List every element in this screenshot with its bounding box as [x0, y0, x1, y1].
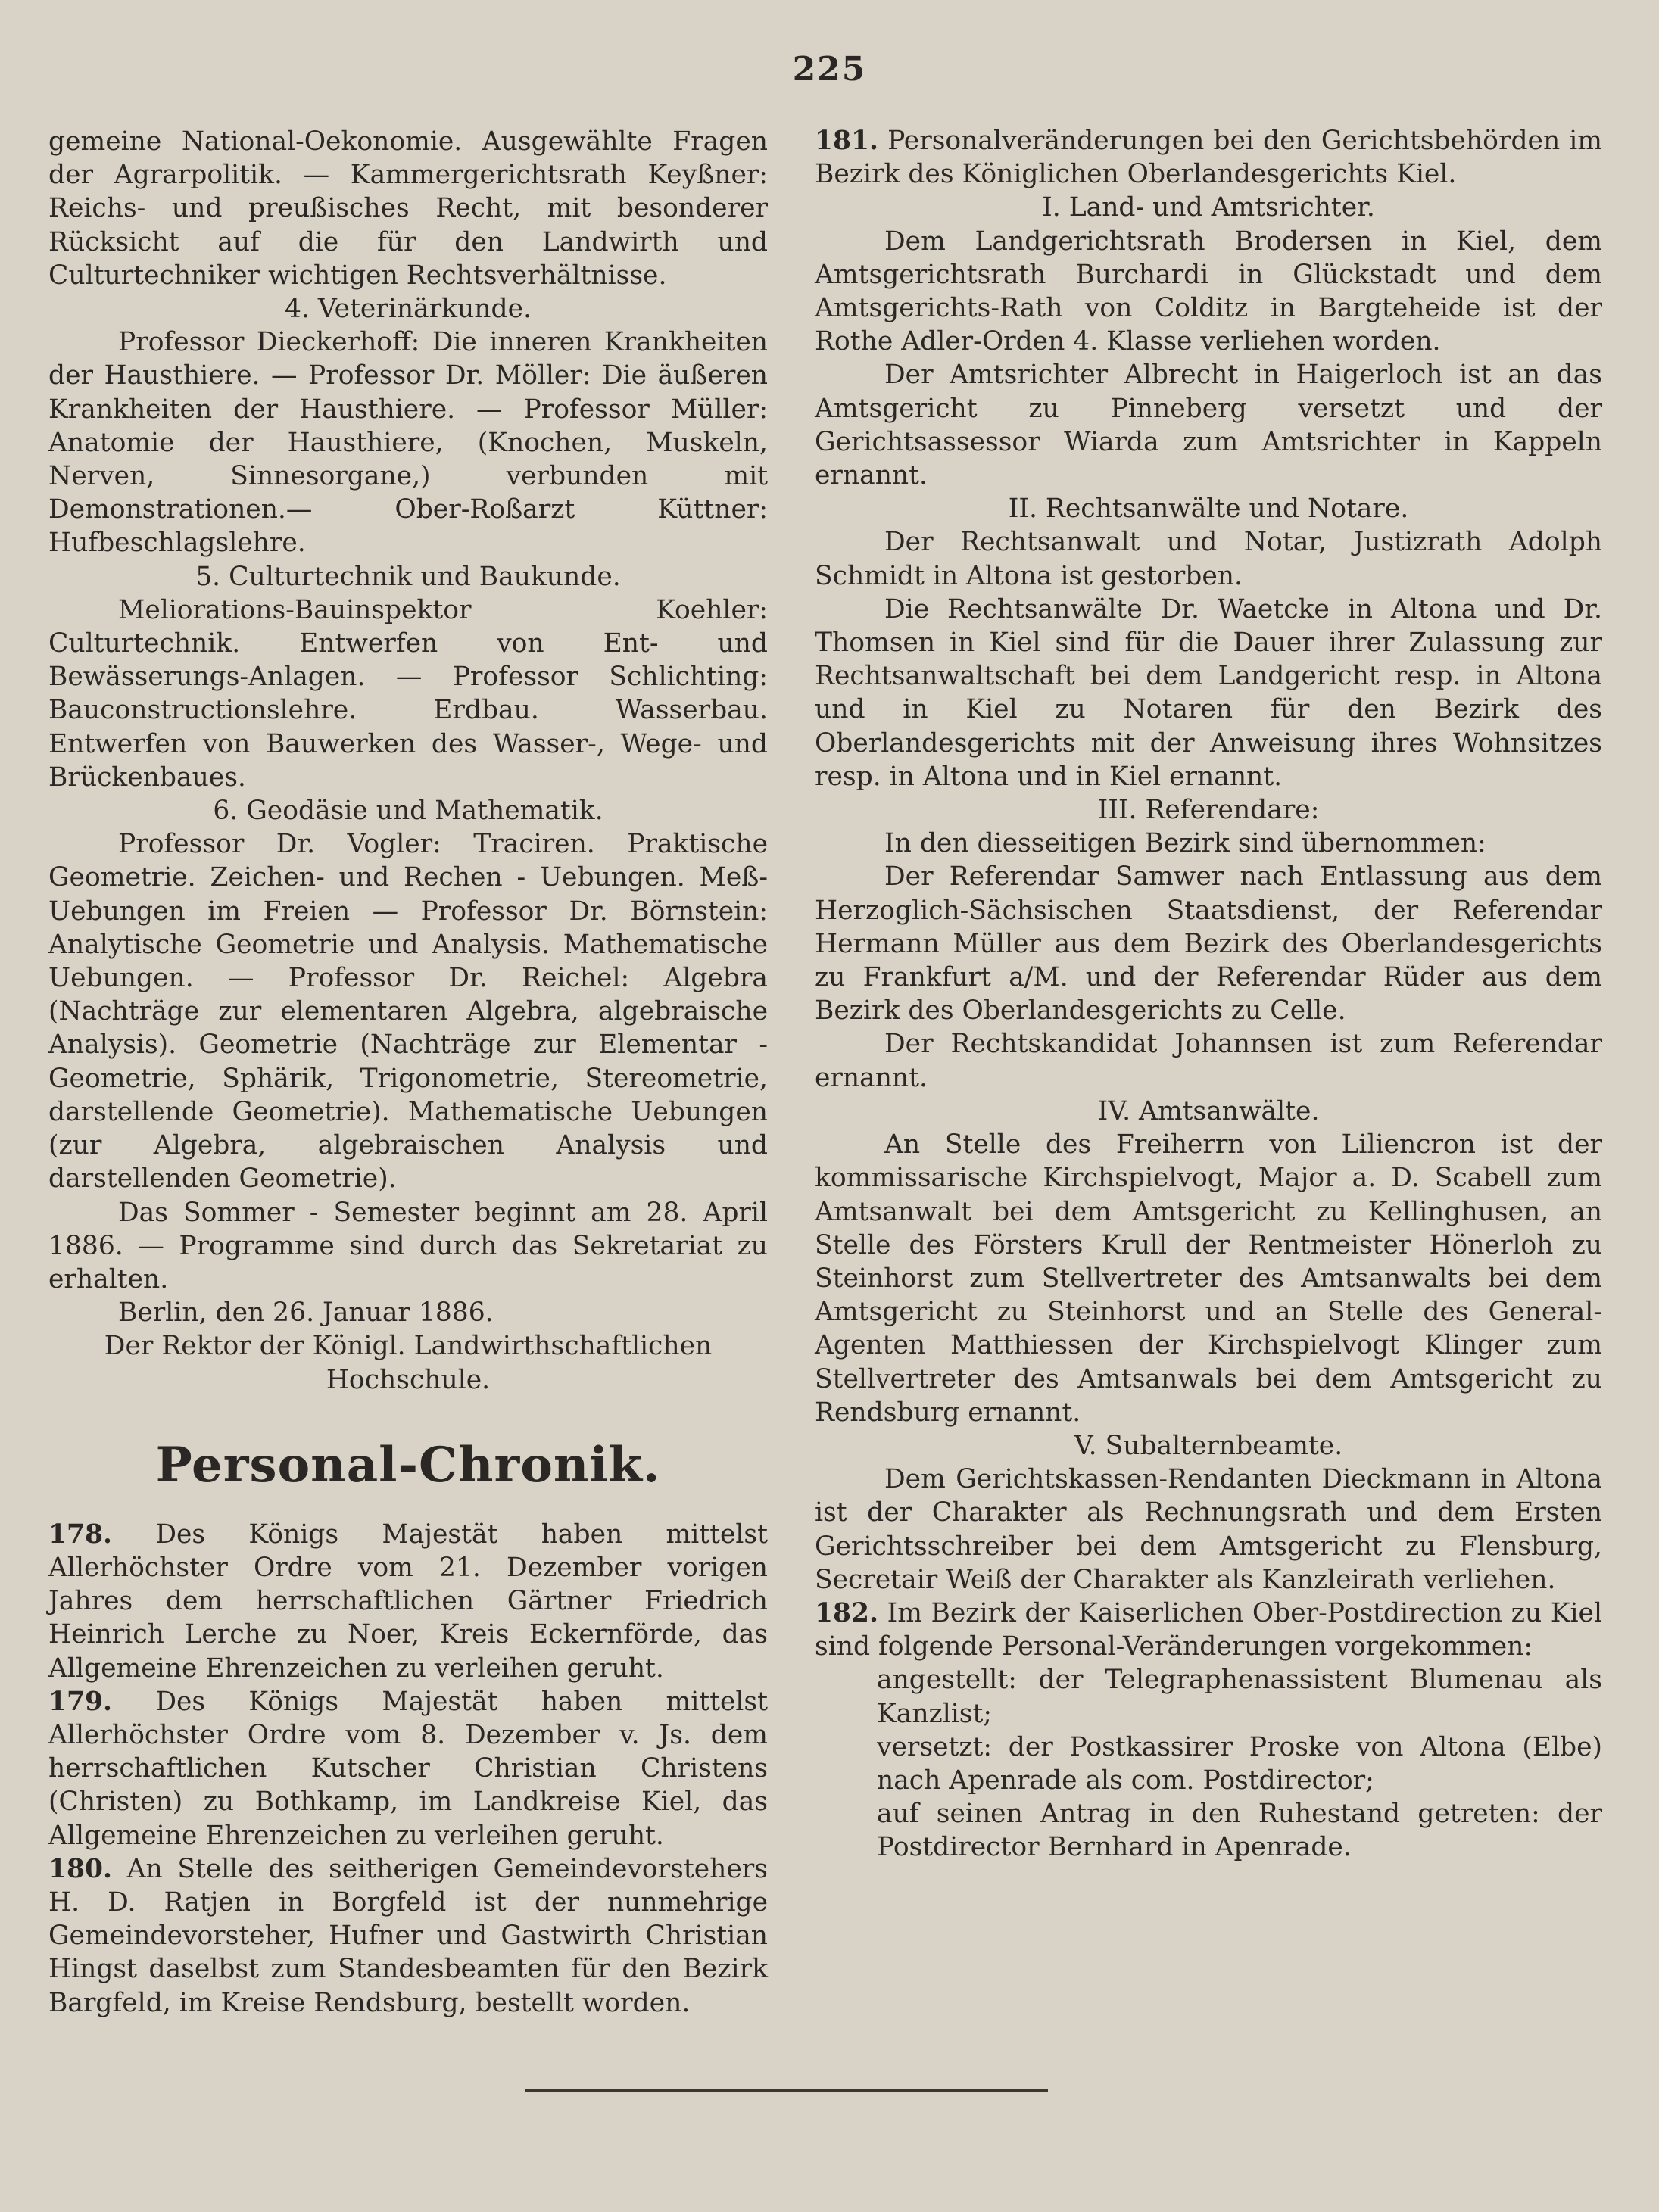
closing-rule — [525, 2089, 1048, 2092]
personal-chronik-title: Personal-Chronik. — [155, 1436, 661, 1494]
notice-180 — [48, 1852, 768, 2020]
paragraph-amtsanwaelte: An Stelle des Freiherrn von Liliencron ist der kommissarische Kirchspielvogt, Major a. D. Scabell zum Amtsanwalt bei dem Amtsgericht zu Kellinghusen, an Stelle des Försters Krull der Rentmeister Hönerloh zu Steinhorst zum Stellvertreter des Amtsanwalts bei dem Amtsgericht zu Steinhorst und an Stelle des General-Agenten Matthiessen der Kirchspielvogt Klinger zum Stellvertreter des Amtsanwals bei dem Amtsgericht zu Rendsburg ernannt. — [815, 1129, 1602, 1428]
section-heading-subalternbeamte: V. Subalternbeamte. — [1074, 1430, 1343, 1461]
page-number: 225 — [792, 50, 867, 89]
section-heading-amtsanwaelte: IV. Amtsanwälte. — [1097, 1095, 1320, 1126]
left-column — [48, 125, 768, 2020]
notice-text: Des Königs Majestät haben mittelst Allerhöchster Ordre vom 8. Dezember v. Js. dem herrschaftlichen Kutscher Christian Christens (Christen) zu Bothkamp, im Landkreise Kiel, das Allgemeine Ehrenzeichen zu verleihen geruht. — [48, 1686, 769, 1851]
signoff: Der Rektor der Königl. Landwirthschaftlichen Hochschule. — [104, 1331, 713, 1395]
paragraph-ruhestand: auf seinen Antrag in den Ruhestand getreten: der Postdirector Bernhard in Apenrade. — [877, 1799, 1602, 1863]
section-heading-rechtsanwaelte: II. Rechtsanwälte und Notare. — [1008, 494, 1409, 525]
notice-number: 181. — [815, 126, 879, 156]
paragraph-rechtskandidat: Der Rechtskandidat Johannsen ist zum Referendar ernannt. — [815, 1029, 1602, 1093]
paragraph-angestellt: angestellt: der Telegraphenassistent Blumenau als Kanzlist; — [877, 1665, 1602, 1729]
dateline: Berlin, den 26. Januar 1886. — [118, 1298, 494, 1329]
section-heading-geodaesie: 6. Geodäsie und Mathematik. — [213, 796, 603, 827]
notice-text: An Stelle des seitherigen Gemeindevorstehers H. D. Ratjen in Borgfeld ist der nunmehrige Gemeindevorsteher, Hufner und Gastwirth Christian Hingst daselbst zum Standesbeamten für den Bezirk Bargfeld, im Kreise Rendsburg, bestellt worden. — [48, 1853, 768, 2018]
notice-number: 179. — [48, 1686, 113, 1717]
notice-number: 178. — [48, 1519, 113, 1550]
paragraph-uebernommen: In den diesseitigen Bezirk sind übernommen: — [884, 828, 1486, 859]
notice-182 — [815, 1597, 1602, 1663]
paragraph-notare: Die Rechtsanwälte Dr. Waetcke in Altona und Dr. Thomsen in Kiel sind für die Dauer ihrer Zulassung zur Rechtsanwaltschaft bei dem Landgericht resp. in Altona und in Kiel zu Notaren für den Bezirk des Oberlandesgerichts mit der Anweisung ihres Wohnsitzes resp. in Altona und in Kiel ernannt. — [815, 594, 1602, 792]
paragraph-referendare: Der Referendar Samwer nach Entlassung aus dem Herzoglich-Sächsischen Staatsdienst, der Referendar Hermann Müller aus dem Bezirk des Oberlandesgerichts zu Frankfurt a/M. und der Referendar Rüder aus dem Bezirk des Oberlandesgerichts zu Celle. — [815, 861, 1602, 1027]
notice-179 — [48, 1685, 768, 1852]
paragraph-geodaesie: Professor Dr. Vogler: Traciren. Praktische Geometrie. Zeichen- und Rechen - Uebungen. Meß-Uebungen im Freien — Professor Dr. Börnstein: Analytische Geometrie und Analysis. Mathematische Uebungen. — Professor Dr. Reichel: Algebra (Nachträge zur elementaren Algebra, algebraische Analysis). Geometrie (Nachträge zur Elementar - Geometrie, Sphärik, Trigonometrie, Stereometrie, darstellende Geometrie). Mathematische Uebungen (zur Algebra, algebraischen Analysis und darstellenden Geometrie). — [48, 829, 768, 1195]
notice-text: Personalveränderungen bei den Gerichtsbehörden im Bezirk des Königlichen Oberlandesgerichts Kiel. — [815, 126, 1603, 190]
paragraph-gestorben: Der Rechtsanwalt und Notar, Justizrath Adolph Schmidt in Altona ist gestorben. — [815, 527, 1602, 591]
paragraph-veterinaerkunde: Professor Dieckerhoff: Die inneren Krankheiten der Hausthiere. — Professor Dr. Möller: Die äußeren Krankheiten der Hausthiere. — Professor Müller: Anatomie der Hausthiere, (Knochen, Muskeln, Nerven, Sinnesorgane,) verbunden mit Demonstrationen.— Ober-Roßarzt Küttner: Hufbeschlagslehre. — [48, 327, 768, 559]
notice-number: 180. — [48, 1853, 113, 1884]
right-column — [815, 124, 1602, 1865]
notice-178 — [48, 1518, 768, 1685]
section-heading-land-und-amtsrichter: I. Land- und Amtsrichter. — [1042, 192, 1375, 223]
semester-notice: Das Sommer - Semester beginnt am 28. April 1886. — Programme sind durch das Sekretariat zu erhalten. — [48, 1197, 768, 1294]
section-heading-culturtechnik: 5. Culturtechnik und Baukunde. — [195, 561, 621, 592]
paragraph-culturtechnik: Meliorations-Bauinspektor Koehler: Culturtechnik. Entwerfen von Ent- und Bewässerungs-Anlagen. — Professor Schlichting: Bauconstructionslehre. Erdbau. Wasserbau. Entwerfen von Bauwerken des Wasser-, Wege- und Brückenbaues. — [48, 594, 768, 793]
section-heading-veterinaerkunde: 4. Veterinärkunde. — [285, 294, 532, 325]
paragraph-subalternbeamte: Dem Gerichtskassen-Rendanten Dieckmann in Altona ist der Charakter als Rechnungsrath und dem Ersten Gerichtsschreiber bei dem Amtsgericht zu Flensburg, Secretair Weiß der Charakter als Kanzleirath verliehen. — [815, 1464, 1602, 1595]
notice-number: 182. — [815, 1597, 879, 1628]
notice-text: Des Königs Majestät haben mittelst Allerhöchster Ordre vom 21. Dezember vorigen Jahres dem herrschaftlichen Gärtner Friedrich Heinrich Lerche zu Noer, Kreis Eckernförde, das Allgemeine Ehrenzeichen zu verleihen geruht. — [48, 1519, 769, 1684]
section-heading-referendare: III. Referendare: — [1097, 795, 1320, 826]
paragraph-orden: Dem Landgerichtsrath Brodersen in Kiel, dem Amtsgerichtsrath Burchardi in Glückstadt und dem Amtsgerichts-Rath von Colditz in Bargteheide ist der Rothe Adler-Orden 4. Klasse verliehen worden. — [815, 226, 1602, 357]
notice-text: Im Bezirk der Kaiserlichen Ober-Postdirection zu Kiel sind folgende Personal-Veränderungen vorgekommen: — [815, 1597, 1602, 1662]
paragraph-amtsrichter: Der Amtsrichter Albrecht in Haigerloch ist an das Amtsgericht zu Pinneberg versetzt und der Gerichtsassessor Wiarda zum Amtsrichter in Kappeln ernannt. — [815, 360, 1602, 491]
intro-paragraph: gemeine National-Oekonomie. Ausgewählte Fragen der Agrarpolitik. — Kammergerichtsrath Keyßner: Reichs- und preußisches Recht, mit besonderer Rücksicht auf die für den Landwirth und Culturtechniker wichtigen Rechtsverhältnisse. — [48, 126, 768, 291]
paragraph-versetzt: versetzt: der Postkassirer Proske von Altona (Elbe) nach Apenrade als com. Postdirector; — [877, 1731, 1602, 1796]
notice-181-heading — [815, 124, 1602, 191]
